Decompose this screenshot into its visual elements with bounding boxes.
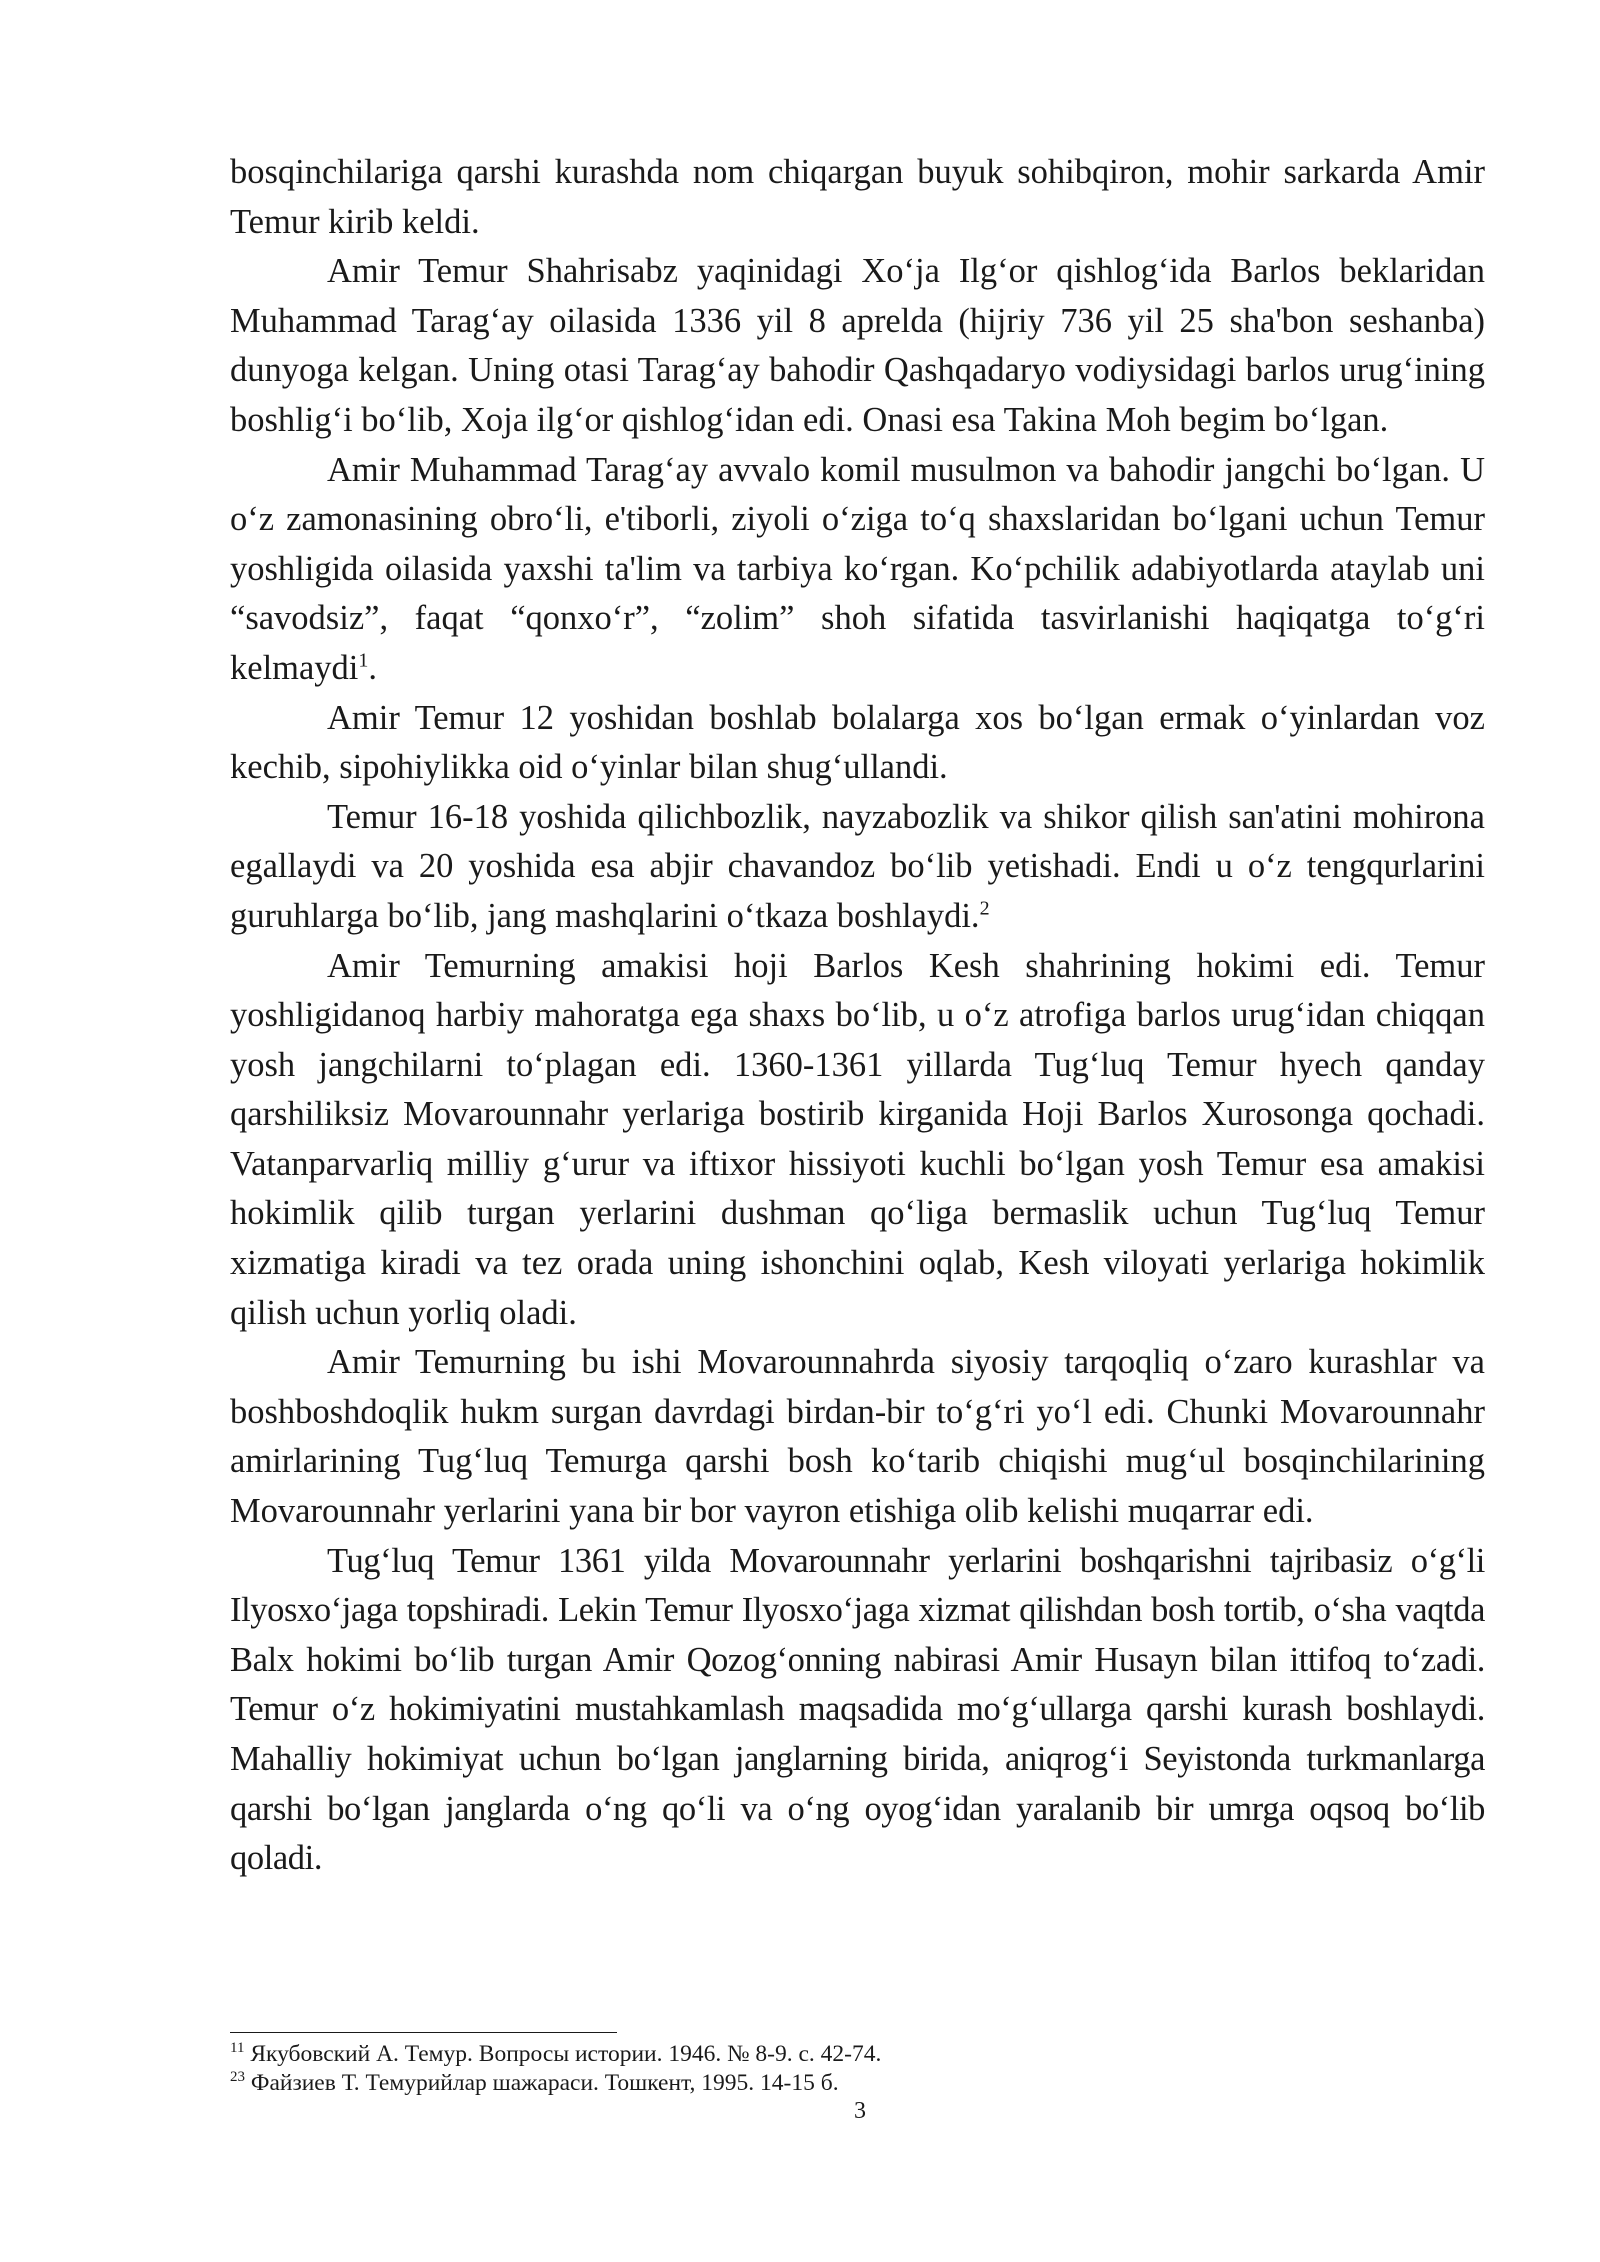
paragraph-uncle: [230, 942, 1485, 1339]
document-body: [230, 148, 1485, 1884]
paragraph-text: Tug‘luq Temur 1361 yilda Movarounnahr yerlarini boshqarishni tajribasiz o‘g‘li Ilyosxo‘jaga topshiradi. Lekin Temur Ilyosxo‘jaga xizmat qilishdan bosh tortib, o‘sha vaqtda Balx hokimi bo‘lib turgan Amir Qozog‘onning nabirasi Amir Husayn bilan ittifoq to‘zadi. Temur o‘z hokimiyatini mustahkamlash maqsadida mo‘g‘ullarga qarshi kurash boshlaydi. Mahalliy hokimiyat uchun bo‘lgan janglarning birida, aniqrog‘i Seyistonda turkmanlarga qarshi bo‘lgan janglarda o‘ng qo‘li va o‘ng oyog‘idan yaralanib bir umrga oqsoq bo‘lib qoladi.: [230, 1541, 1485, 1878]
footnote-separator: [230, 2032, 617, 2033]
footnote-mark: 23: [230, 2069, 245, 2086]
paragraph-childhood: [230, 694, 1485, 793]
footnote-mark: 11: [230, 2040, 245, 2057]
paragraph-text: Amir Temurning bu ishi Movarounnahrda siyosiy tarqoqliq o‘zaro kurashlar va boshboshdoqlik hukm surgan davrdagi birdan-bir to‘g‘ri yo‘l edi. Chunki Movarounnahr amirlarining Tug‘luq Temurga qarshi bosh ko‘tarib chiqishi mug‘ul bosqinchilarining Movarounnahr yerlarini yana bir bor vayron etishiga olib kelishi muqarrar edi.: [230, 1343, 1485, 1531]
footnotes: [230, 2040, 1485, 2098]
paragraph-father: [230, 446, 1485, 694]
footnote-item: [230, 2040, 1485, 2069]
paragraph-text: bosqinchilariga qarshi kurashda nom chiqargan buyuk sohibqiron, mohir sarkarda Amir Temur kirib keldi.: [230, 153, 1485, 241]
paragraph-youth: [230, 793, 1485, 942]
footnote-reference[interactable]: 1: [358, 649, 369, 672]
paragraph-continuation: [230, 148, 1485, 247]
paragraph-text: Amir Temur 12 yoshidan boshlab bolalarga xos bo‘lgan ermak o‘yinlardan voz kechib, sipohiylikka oid o‘yinlar bilan shug‘ullandi.: [230, 698, 1485, 787]
footnote-reference[interactable]: 2: [979, 897, 990, 920]
footnote-text: Файзиев Т. Темурийлар шажараси. Тошкент, 1995. 14-15 б.: [250, 2070, 839, 2096]
paragraph-end-punctuation: .: [368, 648, 378, 687]
paragraph-politics: [230, 1338, 1485, 1536]
footnote-text: Якубовский А. Темур. Вопросы истории. 1946. № 8-9. с. 42-74.: [250, 2041, 882, 2067]
paragraph-birth: [230, 247, 1485, 445]
paragraph-text: Amir Temur Shahrisabz yaqinidagi Xo‘ja Ilg‘or qishlog‘ida Barlos beklaridan Muhammad Tarag‘ay oilasida 1336 yil 8 aprelda (hijriy 736 yil 25 sha'bon seshanba) dunyoga kelgan. Uning otasi Tarag‘ay bahodir Qashqadaryo vodiysidagi barlos urug‘ining boshlig‘i bo‘lib, Xoja ilg‘or qishlog‘idan edi. Onasi esa Takina Moh begim bo‘lgan.: [230, 252, 1485, 439]
footnote-item: [230, 2069, 1485, 2098]
page-number: 3: [854, 2098, 866, 2124]
paragraph-text: Amir Temurning amakisi hoji Barlos Kesh shahrining hokimi edi. Temur yoshligidanoq harbiy mahoratga ega shaxs bo‘lib, u o‘z atrofiga barlos urug‘idan chiqqan yosh jangchilarni to‘plagan edi. 1360-1361 yillarda Tug‘luq Temur hyech qanday qarshiliksiz Movarounnahr yerlariga bostirib kirganida Hoji Barlos Xurosonga qochadi. Vatanparvarliq milliy g‘urur va iftixor hissiyoti kuchli bo‘lgan yosh Temur esa amakisi hokimlik qilib turgan yerlarini dushman qo‘liga bermaslik uchun Tug‘luq Temur xizmatiga kiradi va tez orada uning ishonchini oqlab, Kesh viloyati yerlariga hokimlik qilish uchun yorliq oladi.: [230, 946, 1485, 1332]
paragraph-text: Amir Muhammad Tarag‘ay avvalo komil musulmon va bahodir jangchi bo‘lgan. U o‘z zamonasining obro‘li, e'tiborli, ziyoli o‘ziga to‘q shaxslaridan bo‘lgani uchun Temur yoshligida oilasida yaxshi ta'lim va tarbiya ko‘rgan. Ko‘pchilik adabiyotlarda ataylab uni “savodsiz”, faqat “qonxo‘r”, “zolim” shoh sifatida tasvirlanishi haqiqatga to‘g‘ri kelmaydi: [230, 450, 1485, 687]
paragraph-ilyosxoja: [230, 1537, 1485, 1884]
paragraph-text: Temur 16-18 yoshida qilichbozlik, nayzabozlik va shikor qilish san'atini mohirona egallaydi va 20 yoshida esa abjir chavandoz bo‘lib yetishadi. Endi u o‘z tengqurlarini guruhlarga bo‘lib, jang mashqlarini o‘tkaza boshlaydi.: [230, 797, 1485, 935]
